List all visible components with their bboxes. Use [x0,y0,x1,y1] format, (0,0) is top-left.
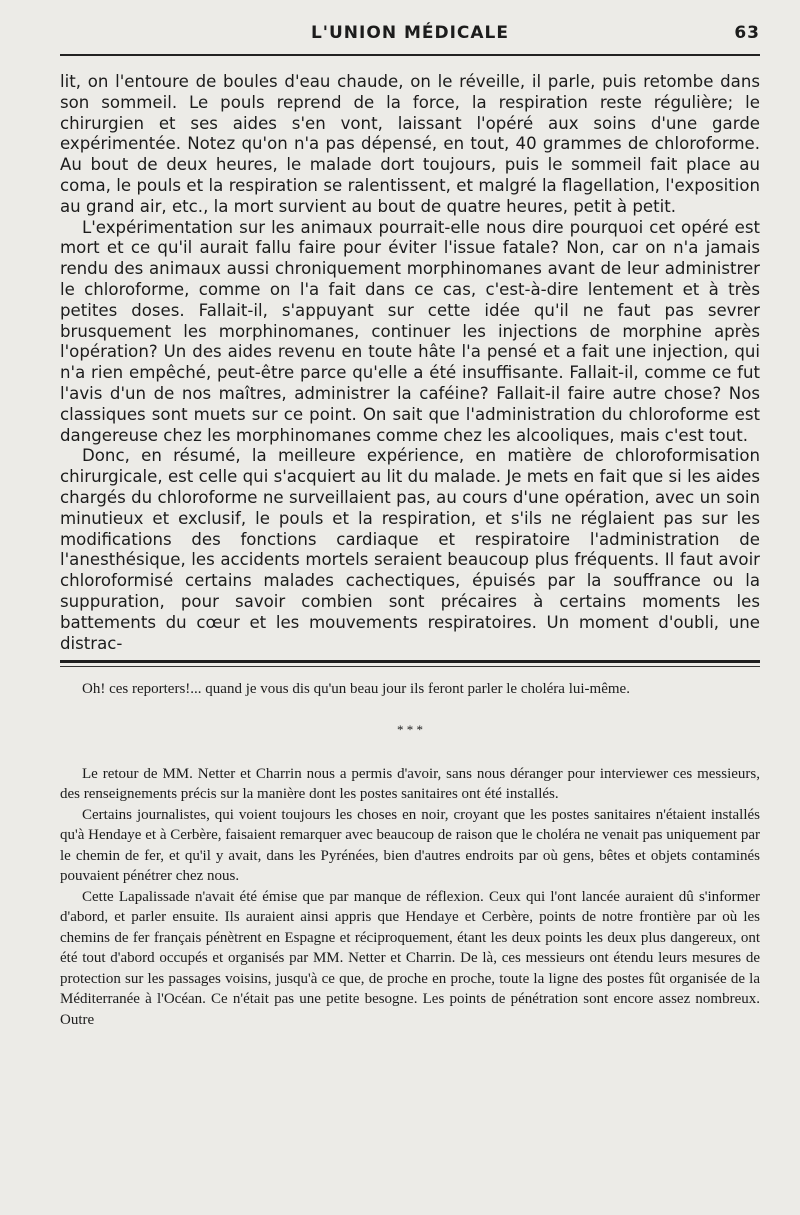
feuilleton-paragraph: Cette Lapalissade n'avait été émise que par manque de réflexion. Ceux qui l'ont lancée auraient dû s'informer d'abord, et parler ensuite. Ils auraient ainsi appris que Hendaye et Cerbère, points de notre frontière par où les chemins de fer français pénètrent en Espagne et réciproquement, étant les deux points les deux plus dangereux, ont été tout d'abord occupés et organisés par MM. Netter et Charrin. De là, ces messieurs ont étendu leurs mesures de protection sur les passages voisins, jusqu'à ce que, de proche en proche, toute la ligne des postes fût organisée de la Méditerranée à l'Océan. Ce n'était pas une petite besogne. Les points de pénétration sont encore assez nombreux. Outre [60,888,760,1028]
journal-title: L'UNION MÉDICALE [310,23,510,43]
page-number: 63 [734,23,760,43]
body-paragraph: L'expérimentation sur les animaux pourrait-elle nous dire pourquoi cet opéré est mort et ce qu'il aurait fallu faire pour éviter l'issue fatale? Non, car on n'a jamais rendu des animaux aussi chroniquement morphinomanes avant de leur administrer le chloroforme, comme on l'a fait dans ce cas, c'est-à-dire lentement et à très petites doses. Fallait-il, s'appuyant sur cette idée qu'il ne faut pas sevrer brusquement les morphinomanes, continuer les injections de morphine après l'opération? Un des aides revenu en toute hâte l'a pensé et a fait une injection, qui n'a rien empêché, peut-être parce qu'elle a été insuffisante. Fallait-il, comme ce fut l'avis d'un de nos maîtres, administrer la caféine? Fallait-il faire autre chose? Nos classiques sont muets sur ce point. On sait que l'administration du chloroforme est dangereuse chez les morphinomanes comme chez les alcooliques, mais c'est tout. [60,217,760,445]
body-paragraph: Donc, en résumé, la meilleure expérience, en matière de chloroformisation chirurgicale, est celle qui s'acquiert au lit du malade. Je mets en fait que si les aides chargés du chloroforme ne surveillaient pas, au cours d'une opération, avec un soin minutieux et exclusif, le pouls et la respiration, et s'ils ne réglaient pas sur les modifications des fonctions cardiaque et respiratoire l'administration de l'anesthésique, les accidents mortels seraient beaucoup plus fréquents. Il faut avoir chloroformisé certains malades cachectiques, épuisés par la souffrance ou la suppuration, pour savoir combien sont précaires à certains moments les battements du cœur et les mouvements respiratoires. Un moment d'oubli, une distrac- [60,446,760,653]
asterism: * * * [397,721,423,737]
running-header [60,18,760,48]
feuilleton-paragraph: Certains journalistes, qui voient toujours les choses en noir, croyant que les postes sanitaires n'étaient installés qu'à Hendaye et à Cerbère, faisaient remarquer avec beaucoup de raison que le choléra ne venait pas uniquement par le chemin de fer, et qu'il y avait, dans les Pyrénées, bien d'autres endroits par où gens, bêtes et objets contaminés pouvaient pénétrer chez nous. [60,806,760,885]
body-paragraph: lit, on l'entoure de boules d'eau chaude, on le réveille, il parle, puis retombe dans son sommeil. Le pouls reprend de la force, la respiration reste régulière; le chirurgien et ses aides s'en vont, laissant l'opéré aux soins d'une garde expérimentée. Notez qu'on n'a pas dépensé, en tout, 40 grammes de chloroforme. Au bout de deux heures, le malade dort toujours, puis le sommeil fait place au coma, le pouls et la respiration se ralentissent, et malgré la flagellation, l'exposition au grand air, etc., la mort survient au bout de quatre heures, petit à petit. [60,72,760,216]
feuilleton-paragraph: Oh! ces reporters!... quand je vous dis qu'un beau jour ils feront parler le choléra lui-même. [82,681,630,698]
header-rule [60,54,760,56]
feuilleton-section [60,679,760,1030]
main-body [60,72,760,654]
feuilleton-paragraph: Le retour de MM. Netter et Charrin nous a permis d'avoir, sans nous déranger pour interviewer ces messieurs, des renseignements précis sur la manière dont les postes sanitaires ont été installés. [60,765,760,803]
section-divider [60,660,760,667]
